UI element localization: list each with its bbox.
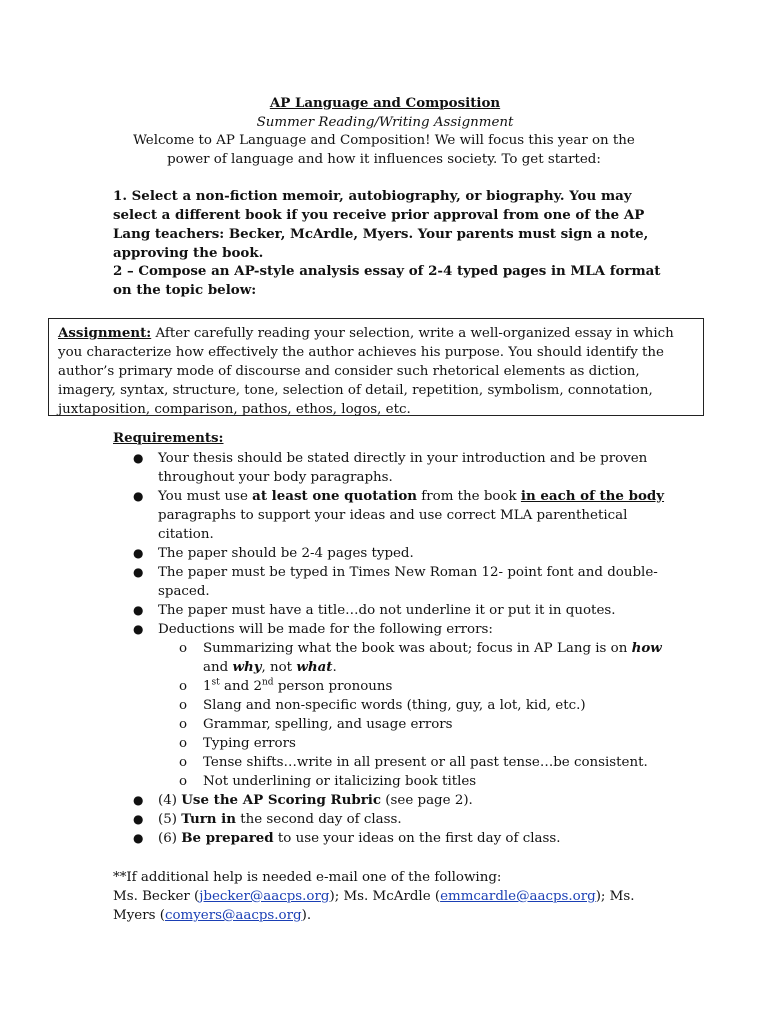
- contact-intro: **If additional help is needed e-mail one of the following:: [113, 870, 502, 885]
- deduction-text: Tense shifts…write in all present or all past tense…be consistent.: [203, 755, 648, 770]
- contact-list: [113, 887, 673, 925]
- deduction-emphasis: why: [232, 659, 262, 675]
- list-item: [158, 715, 673, 734]
- list-item: [113, 449, 673, 487]
- deduction-text: Not underlining or italicizing book titles: [203, 774, 477, 789]
- mcardle-email-link[interactable]: emmcardle@aacps.org: [440, 889, 596, 904]
- requirement-text: from the book: [417, 489, 521, 504]
- list-item: [113, 791, 673, 810]
- requirement-emphasis: Use the AP Scoring Rubric: [181, 792, 382, 808]
- list-item: [158, 639, 673, 677]
- document-subtitle: Summer Reading/Writing Assignment: [256, 115, 514, 130]
- circle-bullet-icon: o: [179, 717, 188, 732]
- list-item: [113, 810, 673, 829]
- bullet-icon: ●: [133, 793, 144, 807]
- deductions-list: [158, 639, 673, 791]
- deduction-emphasis: how: [631, 640, 662, 656]
- deduction-text: Grammar, spelling, and usage errors: [203, 717, 453, 732]
- bullet-icon: ●: [133, 489, 144, 503]
- requirement-text: (4): [158, 793, 182, 808]
- bullet-icon: ●: [133, 812, 144, 826]
- ordinal-suffix: nd: [262, 677, 274, 688]
- deduction-text: Typing errors: [203, 736, 296, 751]
- deduction-emphasis: what: [296, 659, 333, 675]
- list-item: [113, 487, 673, 544]
- contact-section: [113, 868, 673, 925]
- ordinal-suffix: st: [211, 677, 220, 688]
- circle-bullet-icon: o: [179, 679, 188, 694]
- myers-email-link[interactable]: comyers@aacps.org: [164, 908, 302, 923]
- requirement-text: Your thesis should be stated directly in your introduction and be proven throughout your body paragraphs.: [158, 451, 648, 485]
- deduction-text: Slang and non-specific words (thing, guy, a lot, kid, etc.): [203, 698, 586, 713]
- requirement-text: The paper should be 2-4 pages typed.: [158, 546, 414, 561]
- deduction-text: and: [203, 660, 233, 675]
- requirement-text: (6): [158, 831, 182, 846]
- list-item: [113, 829, 673, 848]
- list-item: [158, 772, 673, 791]
- bullet-icon: ●: [133, 831, 144, 845]
- assignment-text: After carefully reading your selection, write a well-organized essay in which you characterize how effectively the author achieves his purpose. You should identify the author’s primary mode of discourse and consider such rhetorical elements as diction, imagery, syntax, structure, tone, selection of detail, repetition, symbolism, connotation, juxtaposition, comparison, pathos, ethos, logos, etc.: [58, 326, 674, 417]
- requirement-text: paragraphs to support your ideas and use correct MLA parenthetical citation.: [158, 508, 628, 542]
- list-item: [113, 544, 673, 563]
- bullet-icon: ●: [133, 622, 144, 636]
- deduction-text: and 2: [219, 679, 262, 694]
- contact-text: Ms. Becker (: [113, 889, 200, 904]
- circle-bullet-icon: o: [179, 755, 188, 770]
- deduction-text: 1: [203, 679, 212, 694]
- welcome-paragraph: Welcome to AP Language and Composition! We will focus this year on the power of language and how it influences society. To get started:: [133, 133, 635, 167]
- list-item: [158, 753, 673, 772]
- requirement-text: the second day of class.: [235, 812, 402, 827]
- list-item: [158, 677, 673, 696]
- requirement-text: The paper must have a title…do not underline it or put it in quotes.: [158, 603, 616, 618]
- requirements-heading: Requirements:: [113, 430, 224, 446]
- requirement-emphasis: Be prepared: [181, 830, 274, 846]
- document-title: AP Language and Composition: [269, 95, 501, 111]
- requirement-text: You must use: [158, 489, 253, 504]
- deduction-text: , not: [261, 660, 297, 675]
- becker-email-link[interactable]: jbecker@aacps.org: [199, 889, 330, 904]
- requirement-text: to use your ideas on the first day of class.: [273, 831, 561, 846]
- assignment-label: Assignment:: [58, 325, 152, 341]
- requirement-emphasis: in each of the body: [520, 488, 665, 504]
- step-1-paragraph: 1. Select a non-fiction memoir, autobiography, or biography. You may select a different book if you receive prior approval from one of the AP Lang teachers: Becker, McArdle, Myers. Your parents must sign a note, approving the book.: [113, 188, 649, 261]
- circle-bullet-icon: o: [179, 641, 188, 656]
- list-item: [113, 563, 673, 601]
- requirement-text: The paper must be typed in Times New Roman 12- point font and double-spaced.: [158, 565, 658, 599]
- deduction-text: .: [332, 660, 337, 675]
- step-2-paragraph: 2 – Compose an AP-style analysis essay of 2-4 typed pages in MLA format on the topic below:: [113, 263, 661, 298]
- circle-bullet-icon: o: [179, 698, 188, 713]
- requirements-list: [113, 449, 673, 848]
- list-item: [113, 601, 673, 620]
- requirement-emphasis: Turn in: [181, 811, 236, 827]
- assignment-box: [48, 318, 704, 416]
- bullet-icon: ●: [133, 603, 144, 617]
- list-item: [158, 734, 673, 753]
- requirement-text: Deductions will be made for the following errors:: [158, 622, 493, 637]
- deduction-text: person pronouns: [273, 679, 393, 694]
- bullet-icon: ●: [133, 565, 144, 579]
- list-item: [113, 620, 673, 791]
- list-item: [158, 696, 673, 715]
- contact-text: ).: [301, 908, 312, 923]
- bullet-icon: ●: [133, 546, 144, 560]
- requirement-emphasis: at least one quotation: [252, 488, 418, 504]
- circle-bullet-icon: o: [179, 736, 188, 751]
- bullet-icon: ●: [133, 451, 144, 465]
- contact-text: ); Ms. Myers (: [113, 889, 635, 923]
- requirement-text: (5): [158, 812, 182, 827]
- contact-text: ); Ms. McArdle (: [329, 889, 441, 904]
- requirement-text: (see page 2).: [381, 793, 473, 808]
- circle-bullet-icon: o: [179, 774, 188, 789]
- deduction-text: Summarizing what the book was about; focus in AP Lang is on: [203, 641, 632, 656]
